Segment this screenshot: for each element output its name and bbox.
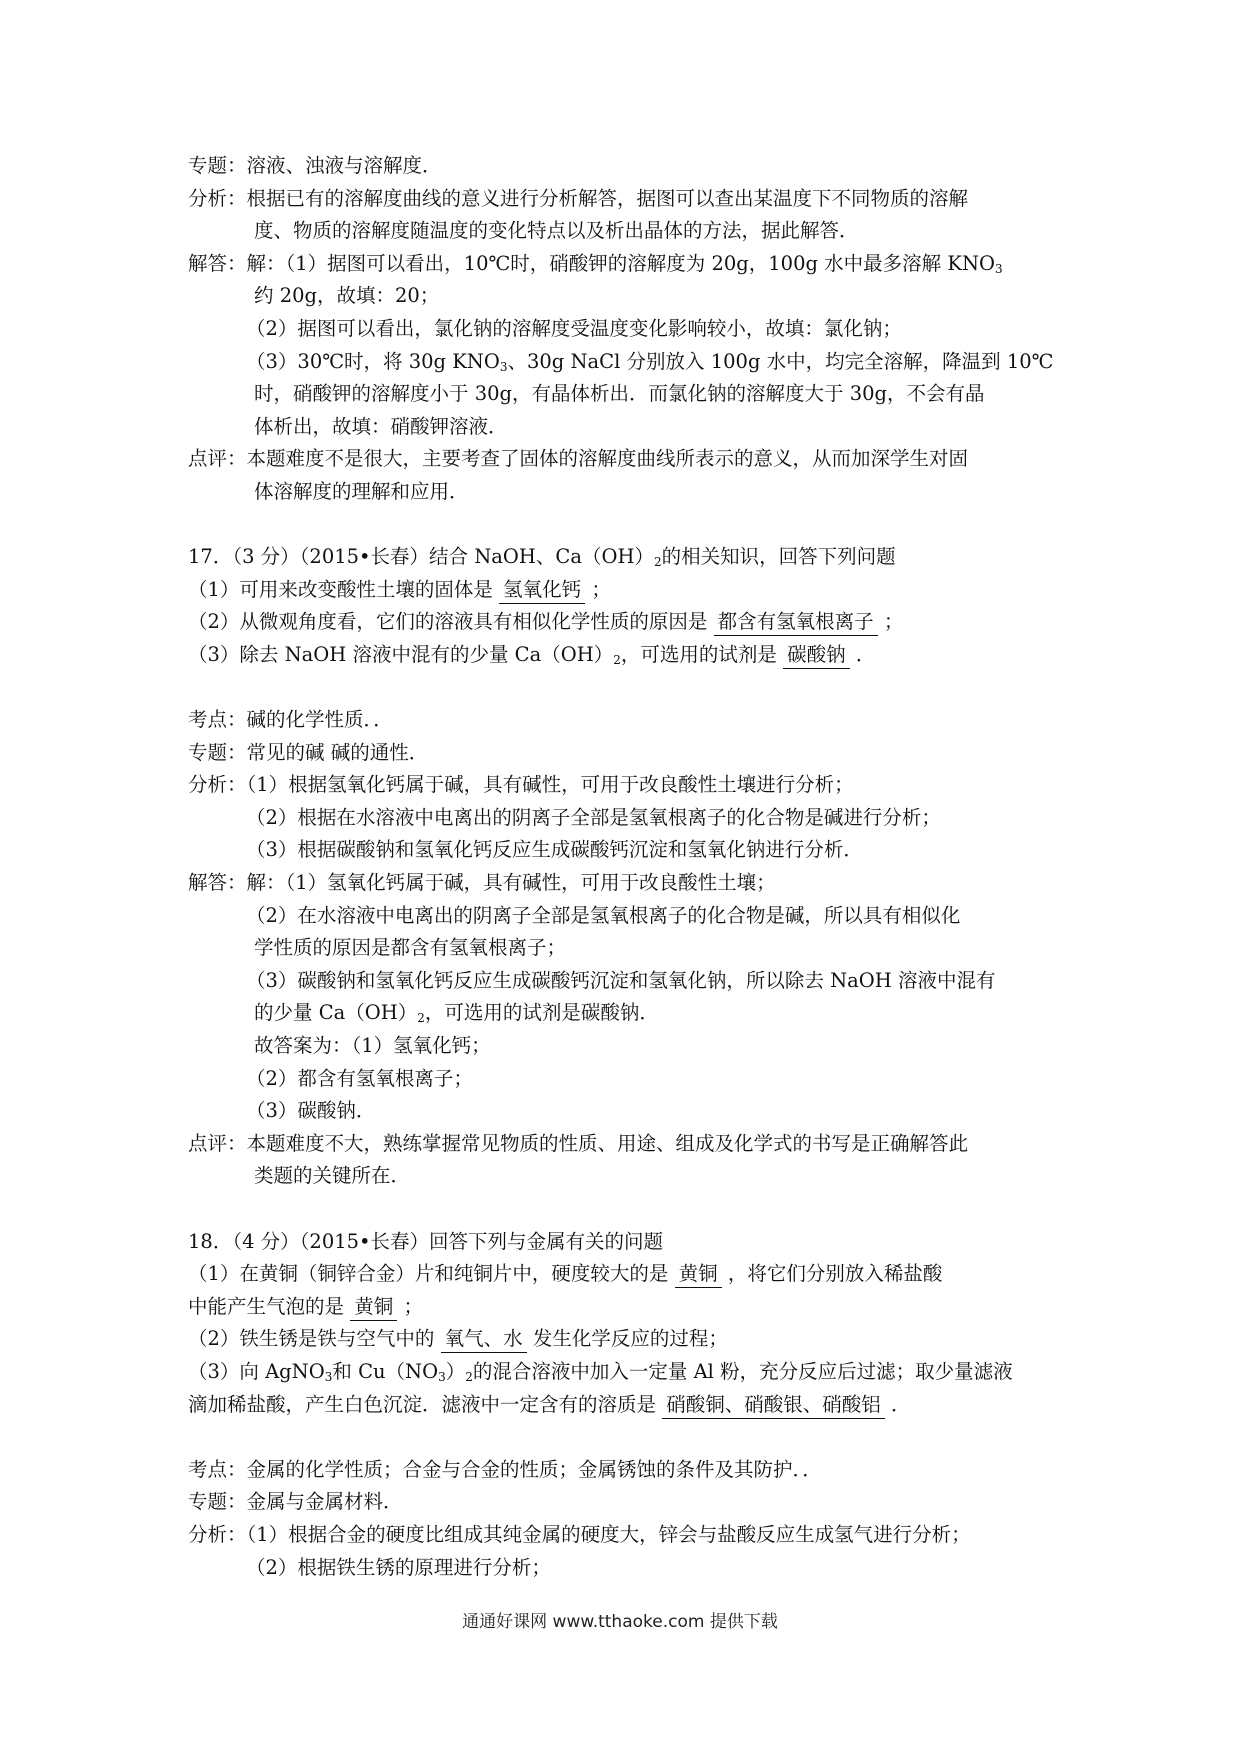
q17-answer-blank: 碳酸钠 bbox=[783, 642, 850, 669]
q17-analysis-line: （2）根据在水溶液中电离出的阴离子全部是氢氧根离子的化合物是碱进行分析； bbox=[246, 805, 941, 829]
q17-part2: （2）从微观角度看，它们的溶液具有相似化学性质的原因是 都含有氢氧根离子 ； bbox=[188, 606, 1068, 639]
q17-final-line: 故答案为：（1）氢氧化钙； bbox=[254, 1034, 491, 1058]
q16-answer-line: 时，硝酸钾的溶解度小于 30g，有晶体析出．而氯化钠的溶解度大于 30g，不会有晶 bbox=[254, 382, 985, 406]
q16-answer-line: 约 20g，故填：20； bbox=[254, 284, 440, 308]
q18-part1: （1）在黄铜（铜锌合金）片和纯铜片中，硬度较大的是 黄铜 ，将它们分别放入稀盐酸 bbox=[188, 1258, 1068, 1291]
q18-topic: 专题：金属与金属材料． bbox=[188, 1490, 403, 1514]
q17-final-line: （2）都含有氢氧根离子； bbox=[246, 1066, 473, 1090]
q16-comment-line: 体溶解度的理解和应用． bbox=[254, 479, 469, 503]
q17-kaodian: 考点：碱的化学性质．． bbox=[188, 708, 393, 732]
q17-answer-blank: 都含有氢氧根离子 bbox=[714, 609, 878, 636]
q18-answer-blank: 黄铜 bbox=[675, 1261, 722, 1288]
q16-topic: 专题：溶液、浊液与溶解度． bbox=[188, 154, 442, 177]
q17-answer-line: 的少量 $Ca(OH)_2$，可选用的试剂是碳酸钠． bbox=[254, 1001, 659, 1026]
q18-part2: （2）铁生锈是铁与空气中的 氧气、水 发生化学反应的过程； bbox=[188, 1323, 1068, 1356]
document-body bbox=[188, 150, 1068, 1584]
q18-answer-blank: 硝酸铜、硝酸银、硝酸铝 bbox=[662, 1392, 885, 1419]
q17-analysis-line: 分析：（1）根据氢氧化钙属于碱，具有碱性，可用于改良酸性土壤进行分析； bbox=[188, 773, 854, 797]
q17-final-line: （3）碳酸钠． bbox=[246, 1099, 376, 1123]
q17-answer-line: 学性质的原因是都含有氢氧根离子； bbox=[254, 936, 567, 960]
q17-answer-line: （2）在水溶液中电离出的阴离子全部是氢氧根离子的化合物是碱，所以具有相似化 bbox=[246, 903, 961, 927]
q18-kaodian: 考点：金属的化学性质；合金与合金的性质；金属锈蚀的条件及其防护．． bbox=[188, 1457, 822, 1481]
q18-answer-blank: 氧气、水 bbox=[441, 1326, 527, 1353]
q17-title: 17．（3 分）（2015•长春）结合 NaOH、$Ca(OH)_2$的相关知识，回答下列问题 bbox=[188, 545, 896, 570]
q17-comment-line: 类题的关键所在． bbox=[254, 1164, 411, 1188]
q17-part1: （1）可用来改变酸性土壤的固体是 氢氧化钙 ； bbox=[188, 574, 1068, 607]
q16-answer-line: （2）据图可以看出，氯化钠的溶解度受温度变化影响较小，故填：氯化钠； bbox=[246, 316, 902, 340]
q18-title: 18．（4 分）（2015•长春）回答下列与金属有关的问题 bbox=[188, 1229, 664, 1253]
q18-answer-blank: 黄铜 bbox=[350, 1294, 397, 1321]
q16-analysis-line: 分析：根据已有的溶解度曲线的意义进行分析解答，据图可以查出某温度下不同物质的溶解 bbox=[188, 186, 969, 210]
q16-answer-line: （3）30℃时，将 30g $KNO_3$、30g NaCl 分别放入 100g 水中，均完全溶解，降温到 10℃ bbox=[246, 349, 1054, 374]
q18-analysis-line: （2）根据铁生锈的原理进行分析； bbox=[246, 1555, 551, 1579]
q17-answer-line: 解答：解：（1）氢氧化钙属于碱，具有碱性，可用于改良酸性土壤； bbox=[188, 871, 776, 895]
q16-answer-line: 体析出，故填：硝酸钾溶液． bbox=[254, 414, 508, 438]
q17-topic: 专题：常见的碱 碱的通性． bbox=[188, 740, 429, 764]
q17-analysis-line: （3）根据碳酸钠和氢氧化钙反应生成碳酸钙沉淀和氢氧化钠进行分析． bbox=[246, 838, 863, 862]
q17-answer-line: （3）碳酸钠和氢氧化钙反应生成碳酸钙沉淀和氢氧化钠，所以除去 NaOH 溶液中混有 bbox=[246, 968, 996, 992]
q17-part3: （3）除去 NaOH 溶液中混有的少量 $Ca(OH)_2$，可选用的试剂是 碳酸钠 ． bbox=[188, 642, 876, 667]
q16-comment-line: 点评：本题难度不是很大，主要考查了固体的溶解度曲线所表示的意义，从而加深学生对固 bbox=[188, 447, 969, 471]
page-footer: 通通好课网 www.tthaoke.com 提供下载 bbox=[462, 1612, 778, 1632]
q18-part1-cont: 中能产生气泡的是 黄铜 ； bbox=[188, 1291, 1068, 1324]
q17-comment-line: 点评：本题难度不大，熟练掌握常见物质的性质、用途、组成及化学式的书写是正确解答此 bbox=[188, 1131, 969, 1155]
q16-analysis-line: 度、物质的溶解度随温度的变化特点以及析出晶体的方法，据此解答． bbox=[254, 219, 859, 243]
q18-analysis-line: 分析：（1）根据合金的硬度比组成其纯金属的硬度大，锌会与盐酸反应生成氢气进行分析； bbox=[188, 1522, 971, 1546]
q17-answer-blank: 氢氧化钙 bbox=[499, 577, 585, 604]
q18-part3: （3）向 AgNO$_3$和 $Cu(NO_3)_2$的混合溶液中加入一定量 Al 粉，充分反应后过滤；取少量滤液 bbox=[188, 1359, 1013, 1384]
q18-part3-cont: 滴加稀盐酸，产生白色沉淀．滤液中一定含有的溶质是 硝酸铜、硝酸银、硝酸铝 ． bbox=[188, 1389, 1068, 1422]
q16-answer-line: 解答：解：（1）据图可以看出，10℃时，硝酸钾的溶解度为 20g，100g 水中最多溶解 $KNO_3$ bbox=[188, 251, 1003, 276]
